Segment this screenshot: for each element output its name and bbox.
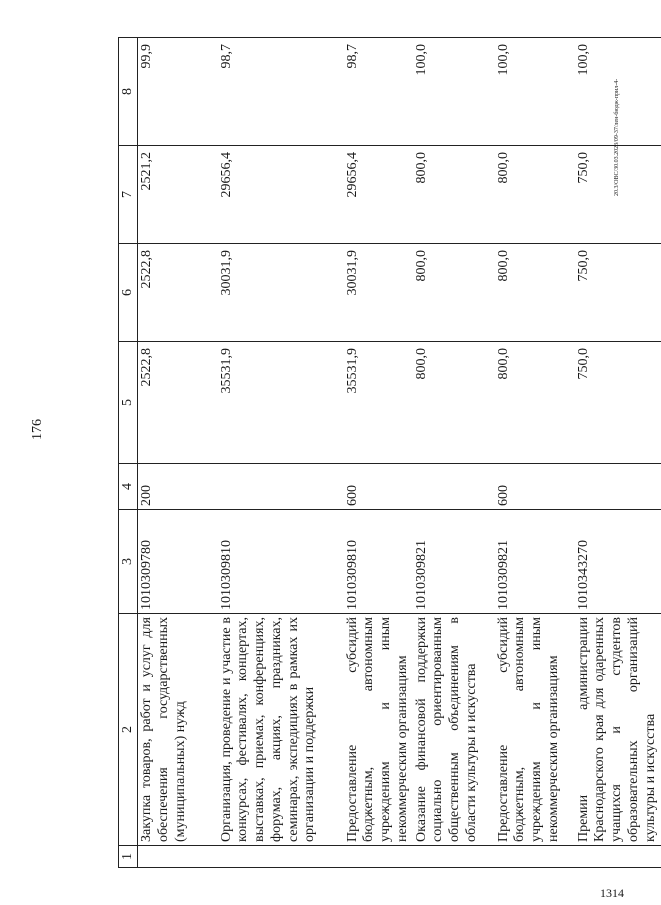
cell-percent: 100,0 (495, 38, 575, 146)
cell-col1 (138, 846, 218, 868)
cell-refined: 750,0 (575, 244, 661, 342)
cell-percent: 99,9 (138, 38, 218, 146)
cell-executed: 2521,2 (138, 146, 218, 244)
budget-table (118, 37, 661, 868)
header-col-8: 8 (119, 38, 138, 146)
header-row (119, 38, 138, 868)
cell-executed: 29656,4 (218, 146, 344, 244)
cell-type: 600 (495, 464, 575, 510)
cell-refined: 30031,9 (344, 244, 413, 342)
cell-plan: 35531,9 (218, 342, 344, 464)
header-col-7: 7 (119, 146, 138, 244)
cell-code: 1010309810 (344, 510, 413, 614)
cell-executed: 800,0 (413, 146, 495, 244)
cell-percent: 98,7 (218, 38, 344, 146)
footer-number: 1314 (600, 886, 624, 900)
table-row (575, 38, 661, 868)
header-col-1: 1 (119, 846, 138, 868)
header-col-3: 3 (119, 510, 138, 614)
cell-col1 (575, 846, 661, 868)
cell-code: 1010343270 (575, 510, 661, 614)
cell-type (575, 464, 661, 510)
cell-code: 1010309821 (413, 510, 495, 614)
cell-executed: 750,0 (575, 146, 661, 244)
cell-plan: 2522,8 (138, 342, 218, 464)
cell-refined: 800,0 (495, 244, 575, 342)
cell-type: 200 (138, 464, 218, 510)
cell-code: 1010309821 (495, 510, 575, 614)
cell-description: Закупка товаров, работ и услуг для обеспечения государственных (муниципальных) нужд (138, 614, 218, 846)
cell-type: 600 (344, 464, 413, 510)
header-col-6: 6 (119, 244, 138, 342)
cell-plan: 35531,9 (344, 342, 413, 464)
cell-percent: 100,0 (575, 38, 661, 146)
budget-table-container (118, 38, 658, 868)
cell-col1 (344, 846, 413, 868)
cell-description: Оказание финансовой поддержки социально ориентированным общественным объединениям в области культуры и искусства (413, 614, 495, 846)
table-row (344, 38, 413, 868)
page-number: 176 (30, 419, 45, 440)
header-col-2: 2 (119, 614, 138, 846)
cell-executed: 800,0 (495, 146, 575, 244)
cell-refined: 2522,8 (138, 244, 218, 342)
cell-type (413, 464, 495, 510)
cell-percent: 98,7 (344, 38, 413, 146)
table-row (218, 38, 344, 868)
cell-refined: 30031,9 (218, 244, 344, 342)
table-row (413, 38, 495, 868)
cell-refined: 800,0 (413, 244, 495, 342)
cell-plan: 800,0 (495, 342, 575, 464)
cell-code: 1010309810 (218, 510, 344, 614)
cell-plan: 800,0 (413, 342, 495, 464)
cell-description: Организация, проведение и участие в конкурсах, фестивалях, концертах, выставках, приемах, конференциях, форумах, акциях, праздниках, семинарах, экспедициях в рамках их организации и поддержки (218, 614, 344, 846)
cell-code: 1010309780 (138, 510, 218, 614)
cell-col1 (218, 846, 344, 868)
table-row (138, 38, 218, 868)
table-row (495, 38, 575, 868)
document-code: 20.3/ОВС/30.03.2023/09-37/лен-бюдж-прил-4- (614, 78, 620, 196)
cell-col1 (413, 846, 495, 868)
cell-type (218, 464, 344, 510)
cell-description: Премии администрации Краснодарского края для одаренных учащихся и студентов образовательных организаций культуры и искусства (575, 614, 661, 846)
header-col-5: 5 (119, 342, 138, 464)
header-col-4: 4 (119, 464, 138, 510)
cell-description: Предоставление субсидий бюджетным, автономным учреждениям и иным некоммерческим организациям (344, 614, 413, 846)
cell-col1 (495, 846, 575, 868)
cell-percent: 100,0 (413, 38, 495, 146)
cell-description: Предоставление субсидий бюджетным, автономным учреждениям и иным некоммерческим организациям (495, 614, 575, 846)
cell-executed: 29656,4 (344, 146, 413, 244)
cell-plan: 750,0 (575, 342, 661, 464)
